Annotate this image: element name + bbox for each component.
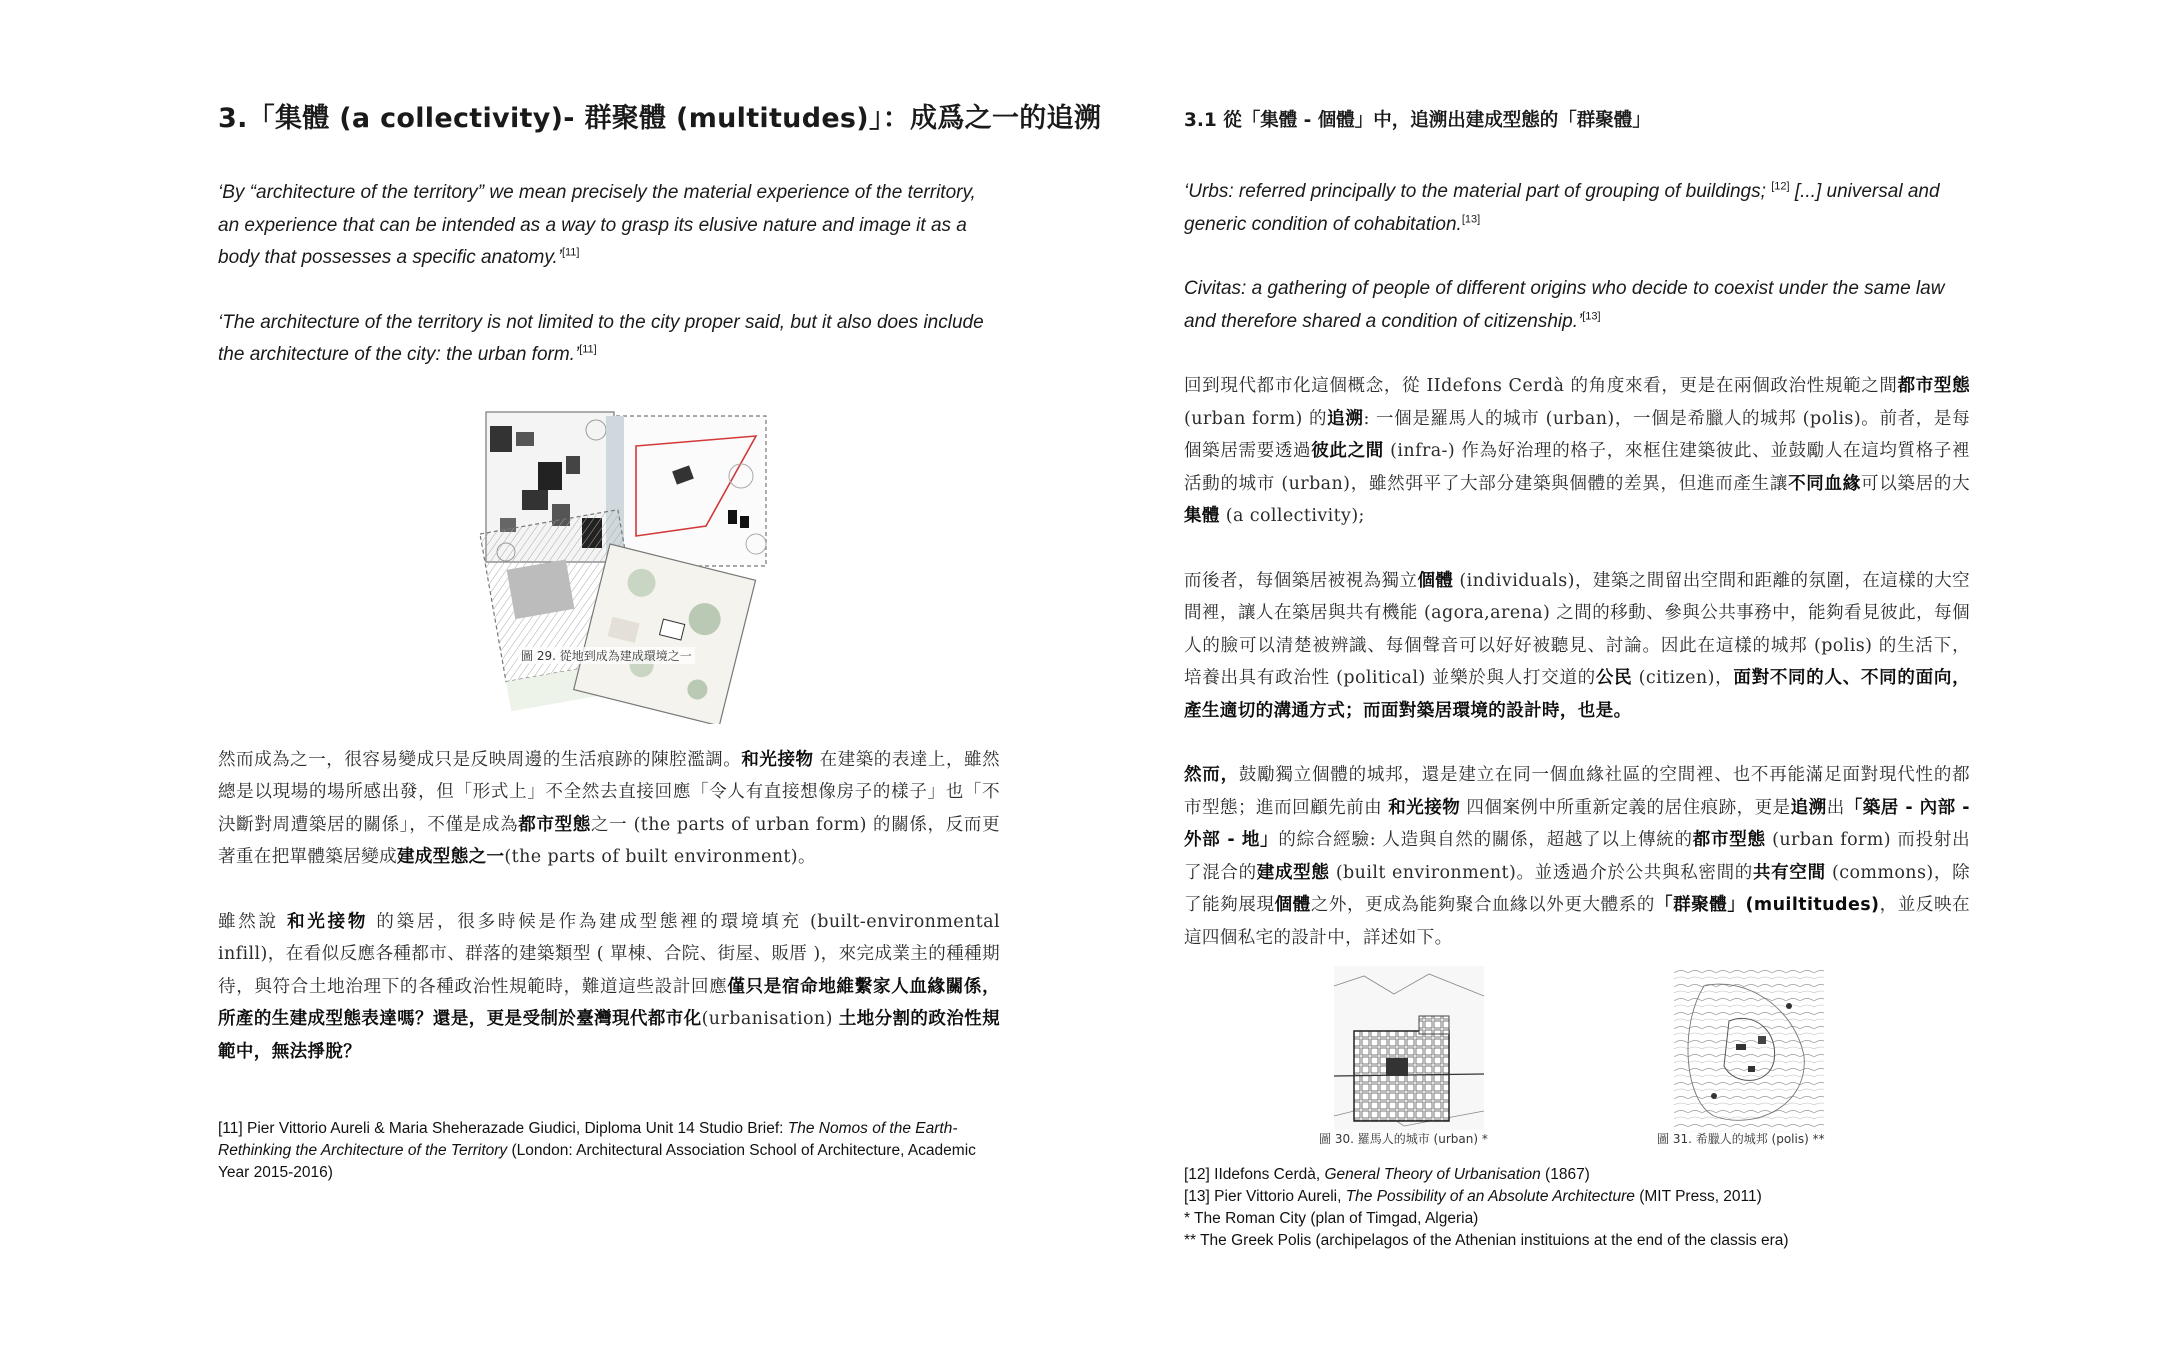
paragraph-infill xyxy=(218,906,1000,1069)
emphasis-term: 追溯 xyxy=(1790,797,1827,818)
site-collage-image xyxy=(218,404,1000,724)
text-run: (infra-) 作為好治理的格子，來框住建築彼此、並鼓勵人在這均質格子裡活動的城市 (urban)，雖然弭平了大部分建築與個體的差異，但進而產生讓 xyxy=(1184,441,1970,494)
footnote-ref: [11] xyxy=(579,343,597,356)
emphasis-term: 都市型態 xyxy=(518,814,591,835)
figure-31-caption: 圖 31. 希臘人的城邦 (polis) ** xyxy=(1654,1130,1828,1147)
paragraph-becoming-one xyxy=(218,744,1000,874)
text-run: 之一 (the parts of urban form) 的關係，反而更著重在把單體築居變成 xyxy=(218,814,1000,867)
emphasis-term: 建成型態之一 xyxy=(397,847,505,867)
right-page xyxy=(1184,100,1970,1252)
emphasis-term: 個體 xyxy=(1417,570,1454,591)
emphasis-term: 個體 xyxy=(1274,895,1311,915)
text-run: (individuals)，建築之間留出空間和距離的氛圍，在這樣的大空間裡，讓人在築居與共有機能 (agora,arena) 之間的移動、參與公共事務中，能夠看見彼此，每個人的臉可以清楚被辨識、每個聲音可以好好被聽見、討論。因此在這樣的城邦 (polis) 的生活下，培養出具有政治性 (political) 並樂於與人打交道的 xyxy=(1184,570,1970,688)
quote-civitas: Civitas: a gathering of people of different origins who decide to coexist under the same law and therefore shared a condition of citizenship.’[13] xyxy=(1184,278,1945,332)
emphasis-term: 和光接物 xyxy=(741,749,814,770)
text-run: (commons)，除了能夠展現 xyxy=(1184,862,1970,915)
emphasis-term: 和光接物 xyxy=(287,911,369,932)
text-run: 的築居，很多時候是作為建成型態裡的環境填充 (built-environmental infill)，在看似反應各種都市、群落的建築類型 ( 單棟、合院、街屋、販厝 )，來完成業主的種種期待，與符合土地治理下的各種政治性規範時，難道這些設計回應 xyxy=(218,911,1000,997)
text-run: 在建築的表達上，雖然總是以現場的場所感出發，但「形式上」不全然去直接回應「令人有直接想像房子的樣子」也「不決斷對周遭築居的關係」，不僅是成為 xyxy=(218,749,1000,835)
emphasis-term: 「群聚體」(muiltitudes) xyxy=(1654,895,1880,915)
historic-city-plans-image xyxy=(1184,958,1970,1158)
footnote-ref: [13] xyxy=(1582,310,1601,323)
greek-polis-plan xyxy=(1674,966,1824,1136)
left-page xyxy=(218,96,1102,1184)
text-run: (urban form) 而投射出了混合的 xyxy=(1184,830,1970,883)
paragraph-roman-city xyxy=(1184,370,1970,533)
section-heading: 3.「集體 (a collectivity)- 群聚體 (multitudes)」：成爲之一的追溯 xyxy=(218,103,1102,134)
emphasis-term: 追溯 xyxy=(1327,408,1364,429)
footnote-13: [13] Pier Vittorio Aureli, The Possibility of an Absolute Architecture (MIT Press, 2011) xyxy=(1184,1188,1762,1205)
quote-urban-form: ‘The architecture of the territory is not limited to the city proper said, but it also does include the architecture of the city: the urban form.’[11] xyxy=(218,311,984,365)
quote-urbs: ‘Urbs: referred principally to the material part of grouping of buildings; [12] [...] universal and generic condition of cohabitation.[13] xyxy=(1184,180,1940,235)
text-run: (a collectivity); xyxy=(1219,506,1365,526)
text-run: 出 xyxy=(1826,797,1845,818)
text-run: 而後者，每個築居被視為獨立 xyxy=(1184,570,1418,591)
footnote-ref: [13] xyxy=(1461,213,1481,226)
quote-territory-anatomy: ‘By “architecture of the territory” we mean precisely the material experience of the territory, an experience that can be intended as a way to grasp its elusive nature and image it as a body that possesses a specific anatomy.’[11] xyxy=(218,182,976,268)
text-run: 之外，更成為能夠聚合血緣以外更大體系的 xyxy=(1310,895,1655,915)
text-run: 雖然說 xyxy=(218,911,288,932)
text-run: (the parts of built environment)。 xyxy=(504,847,816,867)
roman-city-plan xyxy=(1334,966,1484,1136)
text-run: ，並反映在這四個私宅的設計中，詳述如下。 xyxy=(1184,895,1971,948)
text-run: (urbanisation) xyxy=(701,1009,839,1029)
figure-30-31 xyxy=(1184,958,1970,1158)
plan-tile-top-right xyxy=(606,416,766,566)
note-greek-polis: ** The Greek Polis (archipelagos of the Athenian instituions at the end of the classis era) xyxy=(1184,1232,1789,1249)
emphasis-term: 公民 xyxy=(1595,668,1633,688)
emphasis-term: 不同血緣 xyxy=(1788,473,1861,494)
footnote-ref: [12] xyxy=(1771,180,1790,193)
footnote-ref: [11] xyxy=(561,246,580,259)
text-run: 回到現代都市化這個概念，從 IIdefons Cerdà 的角度來看，更是在兩個政治性規範之間 xyxy=(1184,376,1898,396)
emphasis-term: 集體 xyxy=(1184,506,1220,526)
emphasis-term: 彼此之間 xyxy=(1311,441,1384,461)
text-run: 四個案例中所重新定義的居住痕跡，更是 xyxy=(1460,797,1791,818)
text-run: : 一個是羅馬人的城市 (urban)，一個是希臘人的城邦 (polis)。前者，是每個築居需要透過 xyxy=(1184,408,1970,461)
paragraph-greek-polis xyxy=(1184,565,1970,728)
footnote-12: [12] IIdefons Cerdà, General Theory of Urbanisation (1867) xyxy=(1184,1166,1590,1183)
text-run: 可以築居的大 xyxy=(1860,473,1970,494)
emphasis-term: 共有空間 xyxy=(1752,862,1826,883)
text-run: (built environment)。並透過介於公共與私密間的 xyxy=(1329,862,1753,883)
emphasis-term: 「築居 - 內部 - 外部 - 地」 xyxy=(1184,797,1970,850)
emphasis-term: 建成型態 xyxy=(1256,862,1330,883)
text-run: 然而成為之一，很容易變成只是反映周邊的生活痕跡的陳腔濫調。 xyxy=(218,749,742,770)
figure-29-caption: 圖 29. 從地到成為建成環境之一 xyxy=(518,647,695,664)
emphasis-term: 土地分割的政治性規範中，無法掙脫？ xyxy=(218,1009,1000,1062)
subsection-heading: 3.1 從「集體 - 個體」中，追溯出建成型態的「群聚體」 xyxy=(1184,110,1651,131)
footnotes-right xyxy=(1184,1164,1970,1252)
emphasis-term: 都市型態 xyxy=(1897,376,1970,396)
text-run: (urban form) 的 xyxy=(1184,408,1328,429)
emphasis-term: 僅只是宿命地維繫家人血緣關係，所產的生建成型態表達嗎？還是，更是受制於臺灣現代都市化 xyxy=(218,976,1001,1029)
emphasis-term: 然而， xyxy=(1184,765,1239,785)
note-roman-city: * The Roman City (plan of Timgad, Algeria) xyxy=(1184,1210,1479,1227)
figure-29 xyxy=(218,404,1000,724)
emphasis-term: 面對不同的人、不同的面向，產生適切的溝通方式；而面對築居環境的設計時，也是。 xyxy=(1184,668,1970,721)
text-run: (citizen)， xyxy=(1632,668,1734,688)
emphasis-term: 都市型態 xyxy=(1692,830,1766,850)
footnote-11: [11] Pier Vittorio Aureli & Maria Sheherazade Giudici, Diploma Unit 14 Studio Brief: The Nomos of the Earth-Rethinking the Architecture of the Territory (London: Architectural Association School of Architecture, Academic Year 2015-2016) xyxy=(218,1120,976,1181)
emphasis-term: 和光接物 xyxy=(1388,797,1461,818)
text-run: 鼓勵獨立個體的城邦，還是建立在同一個血緣社區的空間裡、也不再能滿足面對現代性的都市型態；進而回顧先前由 xyxy=(1184,765,1971,818)
paragraph-multitudes xyxy=(1184,759,1970,954)
figure-30-caption: 圖 30. 羅馬人的城市 (urban) * xyxy=(1316,1130,1491,1147)
text-run: 的綜合經驗: 人造與自然的關係，超越了以上傳統的 xyxy=(1278,830,1693,850)
